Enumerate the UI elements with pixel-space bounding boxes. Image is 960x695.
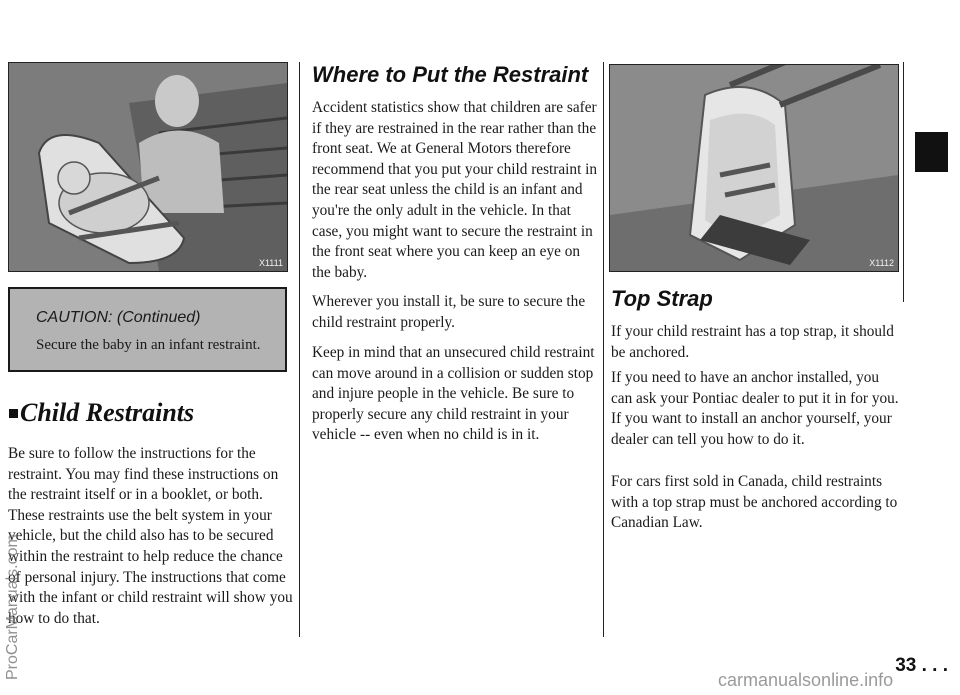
column-rule-2 [603,62,604,637]
top-strap-paragraph-3: For cars first sold in Canada, child restraints with a top strap must be anchored according to Canadian Law. [611,473,898,532]
top-strap-seat-drawing [610,65,898,271]
caution-text: Secure the baby in an infant restraint. [36,337,261,353]
where-paragraph-2: Wherever you install it, be sure to secure the child restraint properly. [312,293,586,331]
section-tab-marker [915,132,948,172]
site-watermark: carmanualsonline.info [718,670,894,690]
figure-id-right: X1112 [869,258,894,268]
top-strap-heading: Top Strap [611,286,713,311]
infant-seat-drawing [9,63,287,271]
top-strap-paragraph-2: If you need to have an anchor installed, you can ask your Pontiac dealer to put it in for you. If you want to install an anchor yourself, your dealer can tell you how to do it. [611,369,899,448]
column-rule-1 [299,62,300,637]
where-to-put-heading: Where to Put the Restraint [312,62,589,87]
column-rule-3 [903,62,904,302]
caution-box [8,287,287,372]
page-number: 33 . . . [895,655,948,676]
caution-title: CAUTION: (Continued) [36,309,201,326]
where-paragraph-1: Accident statistics show that children are safer if they are restrained in the rear rather than the front seat. We at General Motors therefore recommend that you put your child restraint in the rear seat unless the child is an infant and you're the only adult in the vehicle. In that case, you might want to secure the restraint in the front seat where you can keep an eye on the baby. [312,99,598,281]
child-restraints-body: Be sure to follow the instructions for the restraint. You may find these instructions on the restraint itself or in a booklet, or both. These restraints use the belt system in your vehicle, but the child also has to be secured within the restraint to help reduce the chance of personal injury. The instructions that come with the infant or child restraint will show you how to do that. [8,445,293,627]
where-paragraph-3: Keep in mind that an unsecured child restraint can move around in a collision or sudden stop and injure people in the vehicle. Be sure to properly secure any child restraint in your vehicle -- even when no child is in it. [312,344,595,444]
illustration-infant-seat [8,62,288,272]
top-strap-paragraph-1: If your child restraint has a top strap, it should be anchored. [611,323,894,361]
child-restraints-heading-text: Child Restraints [20,398,195,427]
vertical-watermark: ProCarManuals.com [4,534,21,680]
child-restraints-heading [9,398,194,428]
illustration-top-strap-seat [609,64,899,272]
figure-id-left: X1111 [258,258,283,268]
